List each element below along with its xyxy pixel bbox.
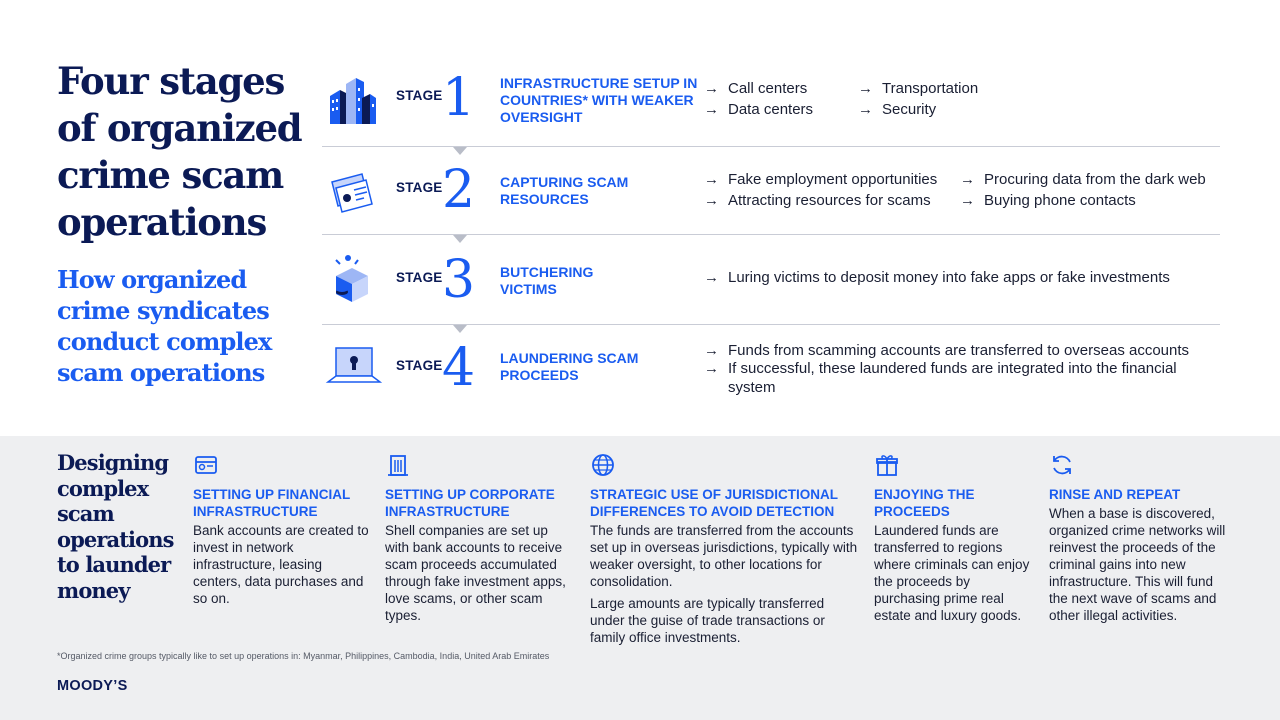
arrow-icon: → [858, 101, 873, 118]
stage-number: 3 [442, 250, 476, 310]
page-subtitle: How organized crime syndicates conduct complex scam operations [57, 265, 272, 387]
list-item: → Attracting resources for scams [704, 192, 931, 209]
bank-card-icon [193, 452, 219, 478]
column-body: Bank accounts are created to invest in network infrastructure, leasing centers, data purchases and so on. [193, 523, 369, 606]
page-title: Four stages of organized crime scam operations [57, 59, 302, 244]
id-cards-icon [322, 160, 382, 220]
list-item: → Data centers [704, 101, 814, 118]
stage-label: STAGE [396, 180, 443, 195]
stage-label: STAGE [396, 358, 443, 373]
column-jurisdictional-differences [590, 452, 858, 651]
list-item: → Funds from scamming accounts are transferred to overseas accounts [704, 342, 1190, 359]
section-title: Designing complex scam operations to launder money [57, 450, 174, 603]
list-item: → Security [858, 101, 937, 118]
list-item: → Fake employment opportunities [704, 171, 938, 188]
column-heading: STRATEGIC USE OF JURISDICTIONAL DIFFERENCES TO AVOID DETECTION [590, 487, 838, 519]
footnote: *Organized crime groups typically like to set up operations in: Myanmar, Philippines, Cambodia, India, United Arab Emirates [57, 651, 550, 661]
stage-label: STAGE [396, 270, 443, 285]
list-item: → Luring victims to deposit money into fake apps or fake investments [704, 269, 1170, 286]
building-icon [385, 452, 411, 478]
stage-4 [322, 330, 1220, 418]
arrow-icon: → [704, 101, 719, 118]
list-item: → Call centers [704, 80, 808, 97]
globe-icon [590, 452, 616, 478]
stage-title: LAUNDERING SCAM PROCEEDS [500, 350, 639, 383]
stage-bullets-col2 [960, 169, 1206, 211]
column-enjoying-proceeds [874, 452, 1036, 629]
stage-title: CAPTURING SCAM RESOURCES [500, 174, 629, 207]
arrow-icon: → [960, 171, 975, 188]
stage-1 [322, 64, 1220, 152]
stage-3 [322, 240, 1220, 328]
column-heading: ENJOYING THE PROCEEDS [874, 487, 975, 519]
list-item: → Transportation [858, 80, 979, 97]
arrow-icon: → [858, 80, 873, 97]
list-item: → If successful, these laundered funds are integrated into the financial system [704, 360, 1177, 396]
arrow-icon: → [704, 192, 719, 209]
column-body: When a base is discovered, organized crime networks will reinvest the proceeds of the criminal gains into new infrastructure. This will fund the next wave of scams and other illegal activities. [1049, 506, 1226, 623]
stage-label: STAGE [396, 88, 443, 103]
refresh-icon [1049, 452, 1075, 478]
column-financial-infrastructure [193, 452, 373, 612]
stage-bullets-col1 [704, 169, 937, 211]
column-heading: SETTING UP CORPORATE INFRASTRUCTURE [385, 487, 555, 519]
list-item: → Buying phone contacts [960, 192, 1136, 209]
list-item: → Procuring data from the dark web [960, 171, 1206, 188]
stage-number: 1 [442, 68, 476, 128]
stage-number: 4 [442, 338, 476, 398]
stage-2 [322, 152, 1220, 240]
coin-box-icon [322, 248, 382, 308]
column-body: Shell companies are set up with bank accounts to receive scam proceeds accumulated through fake investment apps, love scams, or other scam types. [385, 523, 566, 623]
stage-bullets-col1 [704, 340, 1204, 397]
arrow-icon: → [960, 192, 975, 209]
laptop-lock-icon [322, 338, 382, 398]
gift-icon [874, 452, 900, 478]
arrow-icon: → [704, 342, 719, 359]
stage-title: BUTCHERING VICTIMS [500, 264, 594, 297]
column-heading: SETTING UP FINANCIAL INFRASTRUCTURE [193, 487, 351, 519]
stage-number: 2 [442, 160, 476, 220]
column-rinse-and-repeat [1049, 452, 1229, 629]
arrow-icon: → [704, 269, 719, 286]
buildings-icon [322, 72, 382, 132]
column-heading: RINSE AND REPEAT [1049, 487, 1181, 502]
stage-bullets-col1 [704, 267, 1170, 288]
stage-bullets-col2 [858, 78, 978, 120]
stage-bullets-col1 [704, 78, 813, 120]
column-corporate-infrastructure [385, 452, 575, 629]
column-body: Laundered funds are transferred to regions where criminals can enjoy the proceeds by purchasing prime real estate and luxury goods. [874, 523, 1030, 623]
moodys-logo: MOODY’S [57, 678, 128, 694]
column-body: The funds are transferred from the accounts set up in overseas jurisdictions, typically with weaker oversight, to other locations for consolidation. Large amounts are typically transferred under the guise of trade transactions or family office investments. [590, 523, 858, 645]
stage-title: INFRASTRUCTURE SETUP IN COUNTRIES* WITH WEAKER OVERSIGHT [500, 75, 698, 125]
bottom-panel [0, 436, 1280, 720]
arrow-icon: → [704, 80, 719, 97]
arrow-icon: → [704, 171, 719, 188]
arrow-icon: → [704, 360, 719, 377]
